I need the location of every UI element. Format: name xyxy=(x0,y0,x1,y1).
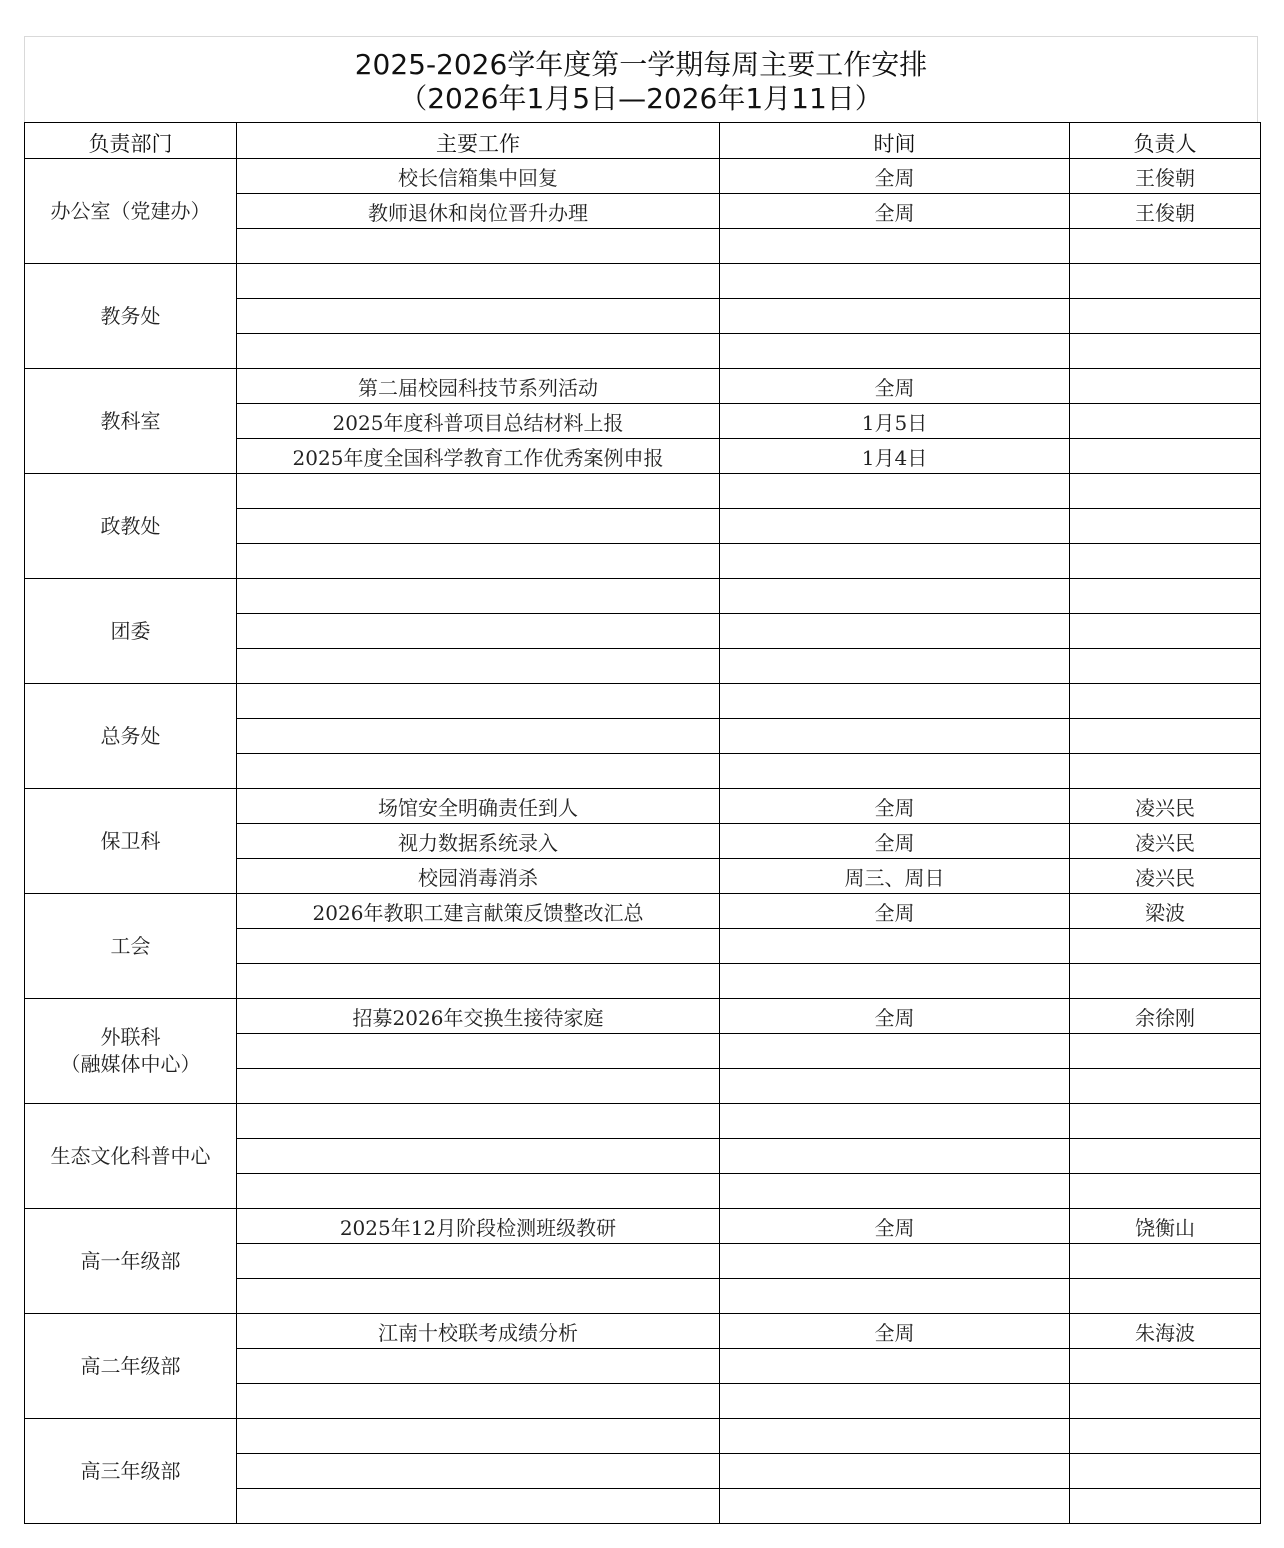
work-cell xyxy=(237,579,720,614)
person-cell xyxy=(1070,334,1261,369)
department-cell xyxy=(25,159,237,264)
person-cell xyxy=(1070,1489,1261,1524)
person-cell xyxy=(1070,1454,1261,1489)
page-title: 2025-2026学年度第一学期每周主要工作安排 xyxy=(354,48,928,81)
time-cell xyxy=(720,684,1070,719)
table-row xyxy=(25,159,1261,194)
time-cell: 全周 xyxy=(720,194,1070,229)
person-cell: 饶衡山 xyxy=(1070,1209,1261,1244)
time-cell xyxy=(720,649,1070,684)
person-cell xyxy=(1070,1104,1261,1139)
work-cell xyxy=(237,1349,720,1384)
person-cell xyxy=(1070,929,1261,964)
person-cell: 凌兴民 xyxy=(1070,789,1261,824)
time-cell: 全周 xyxy=(720,894,1070,929)
department-name: 生态文化科普中心 xyxy=(50,1143,211,1168)
header-work: 主要工作 xyxy=(237,123,720,159)
person-cell xyxy=(1070,1174,1261,1209)
person-cell xyxy=(1070,649,1261,684)
time-cell xyxy=(720,614,1070,649)
time-cell xyxy=(720,544,1070,579)
time-cell: 全周 xyxy=(720,824,1070,859)
work-cell xyxy=(237,1174,720,1209)
department-cell xyxy=(25,579,237,684)
work-cell: 校园消毒消杀 xyxy=(237,859,720,894)
time-cell xyxy=(720,1139,1070,1174)
time-cell: 1月4日 xyxy=(720,439,1070,474)
work-cell xyxy=(237,929,720,964)
time-cell xyxy=(720,579,1070,614)
work-cell: 江南十校联考成绩分析 xyxy=(237,1314,720,1349)
table-row xyxy=(25,369,1261,404)
time-cell xyxy=(720,334,1070,369)
work-cell xyxy=(237,474,720,509)
header-time: 时间 xyxy=(720,123,1070,159)
header-person: 负责人 xyxy=(1070,123,1261,159)
department-cell xyxy=(25,369,237,474)
department-cell xyxy=(25,789,237,894)
date-range-subtitle: （2026年1月5日—2026年1月11日） xyxy=(399,82,883,115)
person-cell xyxy=(1070,544,1261,579)
work-cell xyxy=(237,614,720,649)
person-cell: 凌兴民 xyxy=(1070,824,1261,859)
work-cell xyxy=(237,649,720,684)
person-cell xyxy=(1070,684,1261,719)
person-cell xyxy=(1070,509,1261,544)
person-cell xyxy=(1070,1034,1261,1069)
table-body xyxy=(25,159,1261,1524)
time-cell xyxy=(720,509,1070,544)
work-cell xyxy=(237,754,720,789)
work-cell xyxy=(237,1489,720,1524)
work-cell xyxy=(237,1419,720,1454)
work-cell xyxy=(237,1034,720,1069)
person-cell xyxy=(1070,579,1261,614)
time-cell xyxy=(720,1069,1070,1104)
person-cell xyxy=(1070,299,1261,334)
table-row xyxy=(25,1209,1261,1244)
table-row xyxy=(25,684,1261,719)
time-cell: 全周 xyxy=(720,159,1070,194)
person-cell xyxy=(1070,1349,1261,1384)
time-cell xyxy=(720,1384,1070,1419)
work-cell: 教师退休和岗位晋升办理 xyxy=(237,194,720,229)
person-cell xyxy=(1070,264,1261,299)
work-cell xyxy=(237,1454,720,1489)
department-name: 团委 xyxy=(110,618,151,643)
schedule-sheet xyxy=(24,36,1260,1524)
work-cell xyxy=(237,964,720,999)
work-cell xyxy=(237,334,720,369)
work-cell xyxy=(237,229,720,264)
department-subname: （融媒体中心） xyxy=(60,1052,201,1076)
time-cell: 1月5日 xyxy=(720,404,1070,439)
person-cell xyxy=(1070,404,1261,439)
time-cell xyxy=(720,299,1070,334)
time-cell xyxy=(720,929,1070,964)
time-cell xyxy=(720,1454,1070,1489)
person-cell xyxy=(1070,964,1261,999)
table-row xyxy=(25,474,1261,509)
person-cell xyxy=(1070,229,1261,264)
department-cell xyxy=(25,999,237,1104)
work-cell xyxy=(237,509,720,544)
department-name: 高一年级部 xyxy=(80,1248,181,1273)
department-name: 政教处 xyxy=(100,513,161,538)
person-cell: 余徐刚 xyxy=(1070,999,1261,1034)
department-cell xyxy=(25,264,237,369)
department-cell xyxy=(25,1104,237,1209)
department-name: 高三年级部 xyxy=(80,1458,181,1483)
work-cell: 2025年度科普项目总结材料上报 xyxy=(237,404,720,439)
person-cell: 王俊朝 xyxy=(1070,194,1261,229)
time-cell xyxy=(720,229,1070,264)
person-cell xyxy=(1070,719,1261,754)
department-cell xyxy=(25,1419,237,1524)
person-cell xyxy=(1070,1139,1261,1174)
person-cell xyxy=(1070,1244,1261,1279)
person-cell: 朱海波 xyxy=(1070,1314,1261,1349)
schedule-table xyxy=(24,122,1261,1524)
department-cell xyxy=(25,1314,237,1419)
time-cell: 全周 xyxy=(720,999,1070,1034)
department-name: 教科室 xyxy=(100,408,161,433)
person-cell xyxy=(1070,474,1261,509)
department-name: 外联科 xyxy=(100,1025,161,1049)
work-cell: 视力数据系统录入 xyxy=(237,824,720,859)
department-name: 总务处 xyxy=(100,723,161,748)
work-cell: 场馆安全明确责任到人 xyxy=(237,789,720,824)
person-cell xyxy=(1070,1384,1261,1419)
department-name: 工会 xyxy=(110,933,151,958)
person-cell xyxy=(1070,1279,1261,1314)
header-department: 负责部门 xyxy=(25,123,237,159)
work-cell: 2025年度全国科学教育工作优秀案例申报 xyxy=(237,439,720,474)
table-row xyxy=(25,1419,1261,1454)
work-cell: 第二届校园科技节系列活动 xyxy=(237,369,720,404)
work-cell xyxy=(237,1244,720,1279)
time-cell xyxy=(720,1104,1070,1139)
time-cell xyxy=(720,1489,1070,1524)
table-row xyxy=(25,999,1261,1034)
work-cell: 招募2026年交换生接待家庭 xyxy=(237,999,720,1034)
time-cell xyxy=(720,1244,1070,1279)
time-cell xyxy=(720,754,1070,789)
work-cell: 2026年教职工建言献策反馈整改汇总 xyxy=(237,894,720,929)
person-cell xyxy=(1070,614,1261,649)
table-row xyxy=(25,789,1261,824)
time-cell: 全周 xyxy=(720,1209,1070,1244)
department-name: 办公室（党建办） xyxy=(50,198,211,223)
table-row xyxy=(25,1104,1261,1139)
time-cell: 全周 xyxy=(720,1314,1070,1349)
department-name: 高二年级部 xyxy=(80,1353,181,1378)
person-cell: 凌兴民 xyxy=(1070,859,1261,894)
work-cell xyxy=(237,299,720,334)
person-cell xyxy=(1070,754,1261,789)
work-cell xyxy=(237,1384,720,1419)
time-cell: 全周 xyxy=(720,789,1070,824)
work-cell xyxy=(237,1069,720,1104)
time-cell xyxy=(720,1174,1070,1209)
work-cell xyxy=(237,1279,720,1314)
department-cell xyxy=(25,894,237,999)
table-row xyxy=(25,1314,1261,1349)
time-cell xyxy=(720,1349,1070,1384)
work-cell: 校长信箱集中回复 xyxy=(237,159,720,194)
time-cell xyxy=(720,1034,1070,1069)
work-cell xyxy=(237,719,720,754)
time-cell xyxy=(720,719,1070,754)
work-cell xyxy=(237,544,720,579)
department-cell xyxy=(25,474,237,579)
department-name: 保卫科 xyxy=(100,828,161,853)
time-cell: 周三、周日 xyxy=(720,859,1070,894)
time-cell xyxy=(720,1419,1070,1454)
person-cell: 王俊朝 xyxy=(1070,159,1261,194)
department-name: 教务处 xyxy=(100,303,161,328)
time-cell xyxy=(720,1279,1070,1314)
work-cell xyxy=(237,1104,720,1139)
time-cell xyxy=(720,474,1070,509)
person-cell xyxy=(1070,439,1261,474)
person-cell: 梁波 xyxy=(1070,894,1261,929)
person-cell xyxy=(1070,369,1261,404)
table-row xyxy=(25,894,1261,929)
work-cell xyxy=(237,264,720,299)
time-cell xyxy=(720,964,1070,999)
title-block xyxy=(24,36,1258,122)
work-cell xyxy=(237,684,720,719)
department-cell xyxy=(25,684,237,789)
person-cell xyxy=(1070,1419,1261,1454)
person-cell xyxy=(1070,1069,1261,1104)
table-row xyxy=(25,579,1261,614)
time-cell xyxy=(720,264,1070,299)
work-cell: 2025年12月阶段检测班级教研 xyxy=(237,1209,720,1244)
header-row xyxy=(25,123,1261,159)
time-cell: 全周 xyxy=(720,369,1070,404)
work-cell xyxy=(237,1139,720,1174)
department-cell xyxy=(25,1209,237,1314)
table-row xyxy=(25,264,1261,299)
